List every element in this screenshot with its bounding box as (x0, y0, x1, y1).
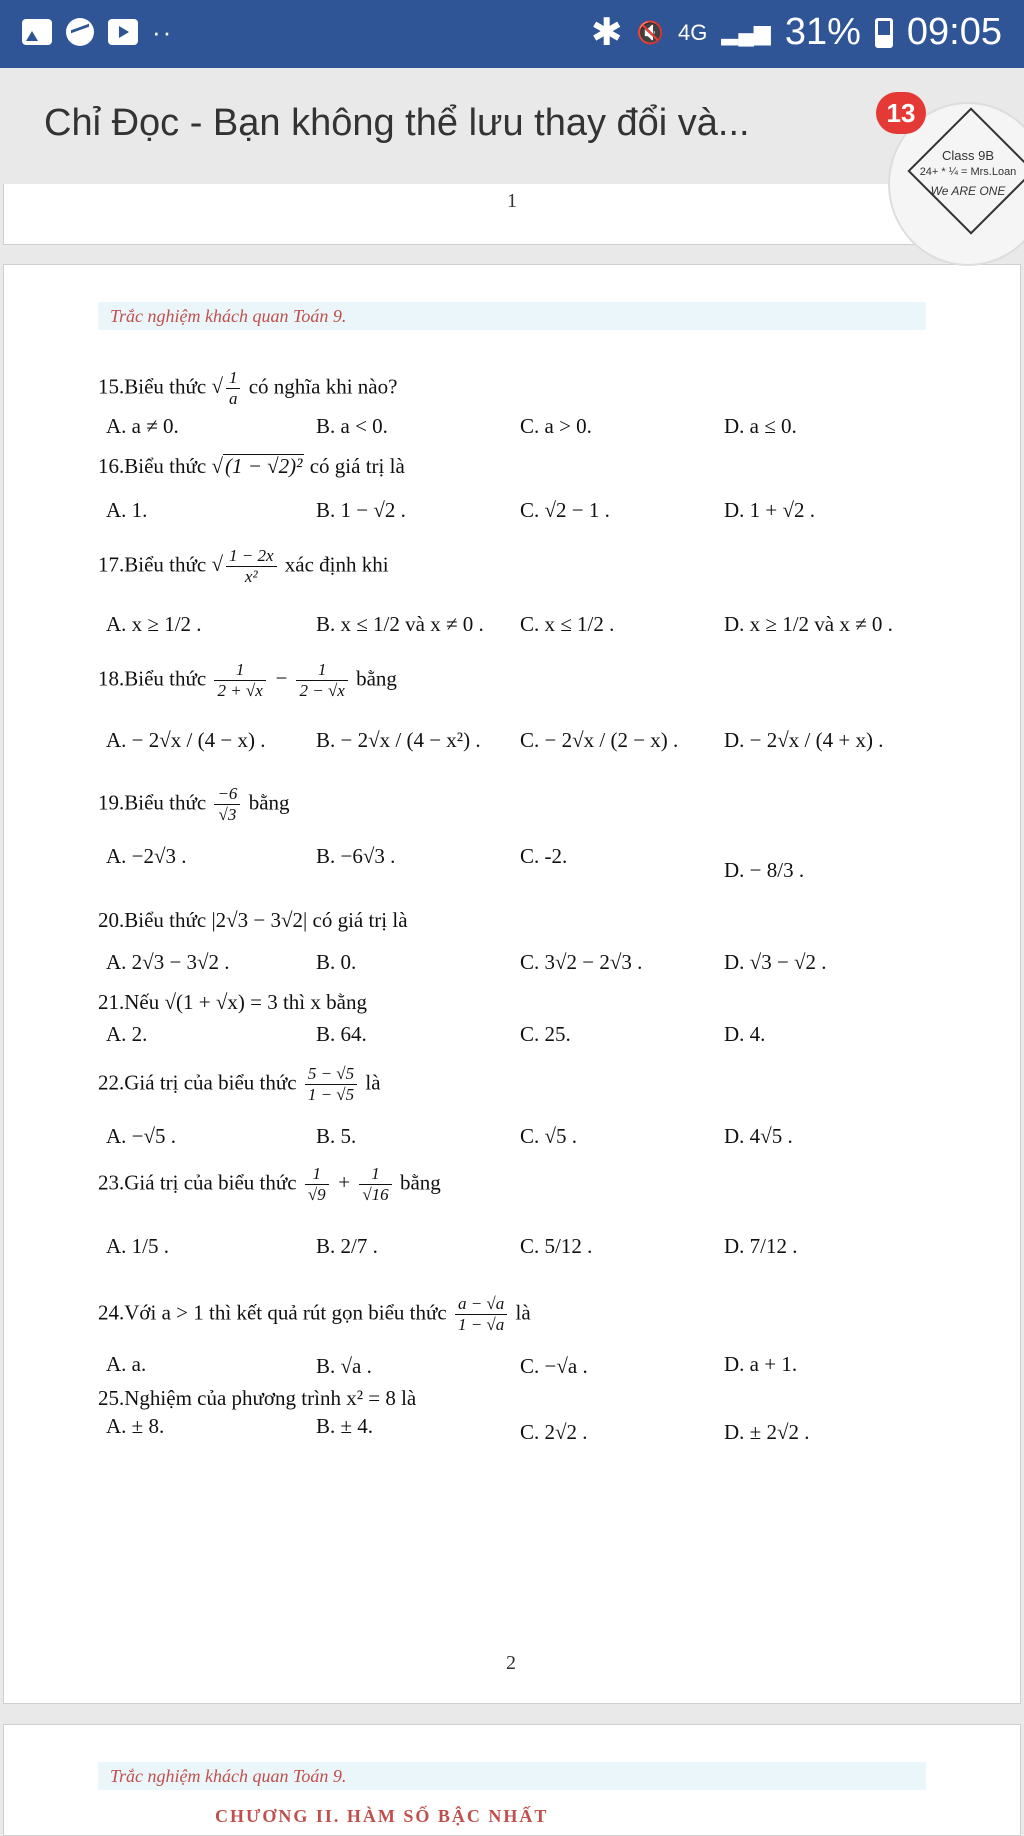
option-c[interactable]: C. √5 . (520, 1124, 578, 1148)
question-tail: là (515, 1300, 531, 1325)
question-text: 22.Giá trị của biểu thức (98, 1070, 297, 1095)
formula: $\frac{-6}{√3}$ (211, 790, 243, 814)
option-a[interactable]: A. 1. (106, 498, 148, 522)
question-text: 19.Biểu thức (98, 790, 207, 815)
page-title: Chỉ Đọc - Bạn không thể lưu thay đổi và... (44, 102, 750, 144)
more-notifications-icon: ·· (152, 17, 174, 47)
page-number: 2 (506, 1652, 516, 1674)
document-page-2 (3, 264, 1021, 1704)
question-tail: là (365, 1070, 381, 1095)
option-b[interactable]: B. 0. (316, 950, 357, 974)
option-a[interactable]: A. 2√3 − 3√2 . (106, 950, 230, 974)
option-d[interactable]: D. − 8/3 . (724, 858, 805, 882)
document-page-1 (3, 184, 1021, 245)
formula: √ $\frac{1}{a}$ (211, 374, 243, 398)
option-b[interactable]: B. x ≤ 1/2 và x ≠ 0 . (316, 612, 484, 636)
question-18 (98, 660, 397, 701)
option-d[interactable]: D. a + 1. (724, 1352, 798, 1376)
formula: $\frac{1}{2 + √x}$ − $\frac{1}{2 - √x}$ (211, 666, 350, 690)
option-b[interactable]: B. 1 − √2 . (316, 498, 406, 522)
option-d[interactable]: D. √3 − √2 . (724, 950, 827, 974)
formula: $\frac{5 - √5}{1 - √5}$ (302, 1070, 360, 1094)
option-c[interactable]: C. − 2√x / (2 − x) . (520, 728, 679, 752)
option-a[interactable]: A. 2. (106, 1022, 148, 1046)
page-number: 1 (507, 190, 517, 212)
battery-icon (875, 18, 893, 48)
question-19 (98, 784, 290, 825)
question-tail: có nghĩa khi nào? (248, 374, 398, 399)
option-a[interactable]: A. −√5 . (106, 1124, 177, 1148)
option-d[interactable]: D. x ≥ 1/2 và x ≠ 0 . (724, 612, 893, 636)
youtube-icon (108, 19, 138, 45)
option-d[interactable]: D. ± 2√2 . (724, 1420, 810, 1444)
question-text: 16.Biểu thức (98, 454, 207, 478)
network-type: 4G (678, 19, 708, 45)
option-b[interactable]: B. √a . (316, 1354, 372, 1378)
option-d[interactable]: D. − 2√x / (4 + x) . (724, 728, 884, 752)
option-a[interactable]: A. −2√3 . (106, 844, 187, 868)
question-15 (98, 368, 397, 409)
question-text: 23.Giá trị của biểu thức (98, 1170, 297, 1195)
option-b[interactable]: B. 2/7 . (316, 1234, 378, 1258)
question-text: 24.Với a > 1 thì kết quả rút gọn biểu thức (98, 1300, 447, 1325)
messenger-icon (66, 18, 94, 46)
avatar-text-3: We ARE ONE (930, 184, 1006, 198)
notification-badge[interactable]: 13 (876, 92, 926, 134)
option-b[interactable]: B. a < 0. (316, 414, 388, 438)
question-25: 25.Nghiệm của phương trình x² = 8 là (98, 1386, 417, 1410)
clock: 09:05 (906, 11, 1002, 53)
option-d[interactable]: D. 4. (724, 1022, 766, 1046)
page-header: Trắc nghiệm khách quan Toán 9. (98, 302, 926, 330)
question-24 (98, 1294, 531, 1335)
formula: √(1 − √2)² (211, 454, 303, 478)
option-a[interactable]: A. ± 8. (106, 1414, 165, 1438)
formula: $\frac{a - √a}{1 - √a}$ (452, 1300, 510, 1324)
option-c[interactable]: C. 2√2 . (520, 1420, 588, 1444)
battery-percent: 31% (784, 11, 861, 53)
option-c[interactable]: C. −√a . (520, 1354, 588, 1378)
chapter-title: CHƯƠNG II. HÀM SỐ BẬC NHẤT (215, 1806, 549, 1826)
formula: $\frac{1}{√9}$ + $\frac{1}{√16}$ (302, 1170, 395, 1194)
signal-icon: ▂▄▆ (721, 19, 771, 45)
app-title-bar (0, 68, 1024, 184)
option-c[interactable]: C. x ≤ 1/2 . (520, 612, 615, 636)
question-16 (98, 454, 405, 479)
option-d[interactable]: D. 1 + √2 . (724, 498, 816, 522)
option-b[interactable]: B. 64. (316, 1022, 367, 1046)
question-22 (98, 1064, 381, 1105)
option-a[interactable]: A. − 2√x / (4 − x) . (106, 728, 266, 752)
option-b[interactable]: B. ± 4. (316, 1414, 374, 1438)
option-c[interactable]: C. 5/12 . (520, 1234, 593, 1258)
option-a[interactable]: A. a ≠ 0. (106, 414, 179, 438)
question-tail: xác định khi (284, 552, 389, 577)
option-b[interactable]: B. − 2√x / (4 − x²) . (316, 728, 481, 752)
option-a[interactable]: A. 1/5 . (106, 1234, 169, 1258)
question-20: 20.Biểu thức |2√3 − 3√2| có giá trị là (98, 908, 408, 932)
option-d[interactable]: D. a ≤ 0. (724, 414, 797, 438)
question-tail: bằng (399, 1170, 441, 1195)
question-text: 17.Biểu thức (98, 552, 207, 577)
status-bar (0, 0, 1024, 68)
avatar-text-2: 24+ * ¼ = Mrs.Loan (919, 166, 1017, 178)
formula: √ $\frac{1 - 2x}{\text{x²}}$ (211, 552, 279, 576)
question-text: 18.Biểu thức (98, 666, 207, 691)
option-d[interactable]: D. 4√5 . (724, 1124, 793, 1148)
question-21: 21.Nếu √(1 + √x) = 3 thì x bằng (98, 990, 367, 1014)
option-c[interactable]: C. 25. (520, 1022, 571, 1046)
option-a[interactable]: A. x ≥ 1/2 . (106, 612, 202, 636)
option-c[interactable]: C. √2 − 1 . (520, 498, 610, 522)
question-tail: bằng (356, 666, 397, 691)
option-c[interactable]: C. -2. (520, 844, 568, 868)
option-a[interactable]: A. a. (106, 1352, 147, 1376)
option-c[interactable]: C. a > 0. (520, 414, 592, 438)
question-text: 15.Biểu thức (98, 374, 207, 399)
mute-icon: 🔇 (636, 19, 665, 45)
question-tail: có giá trị là (309, 454, 405, 478)
question-23 (98, 1164, 441, 1205)
avatar-text-1: Class 9B (941, 148, 995, 163)
gallery-icon (22, 19, 52, 45)
option-d[interactable]: D. 7/12 . (724, 1234, 798, 1258)
bluetooth-icon: ✱ (590, 12, 623, 54)
option-c[interactable]: C. 3√2 − 2√3 . (520, 950, 643, 974)
question-17 (98, 546, 389, 587)
option-b[interactable]: B. −6√3 . (316, 844, 396, 868)
question-tail: bằng (248, 790, 290, 815)
option-b[interactable]: B. 5. (316, 1124, 357, 1148)
page-header: Trắc nghiệm khách quan Toán 9. (98, 1762, 926, 1790)
